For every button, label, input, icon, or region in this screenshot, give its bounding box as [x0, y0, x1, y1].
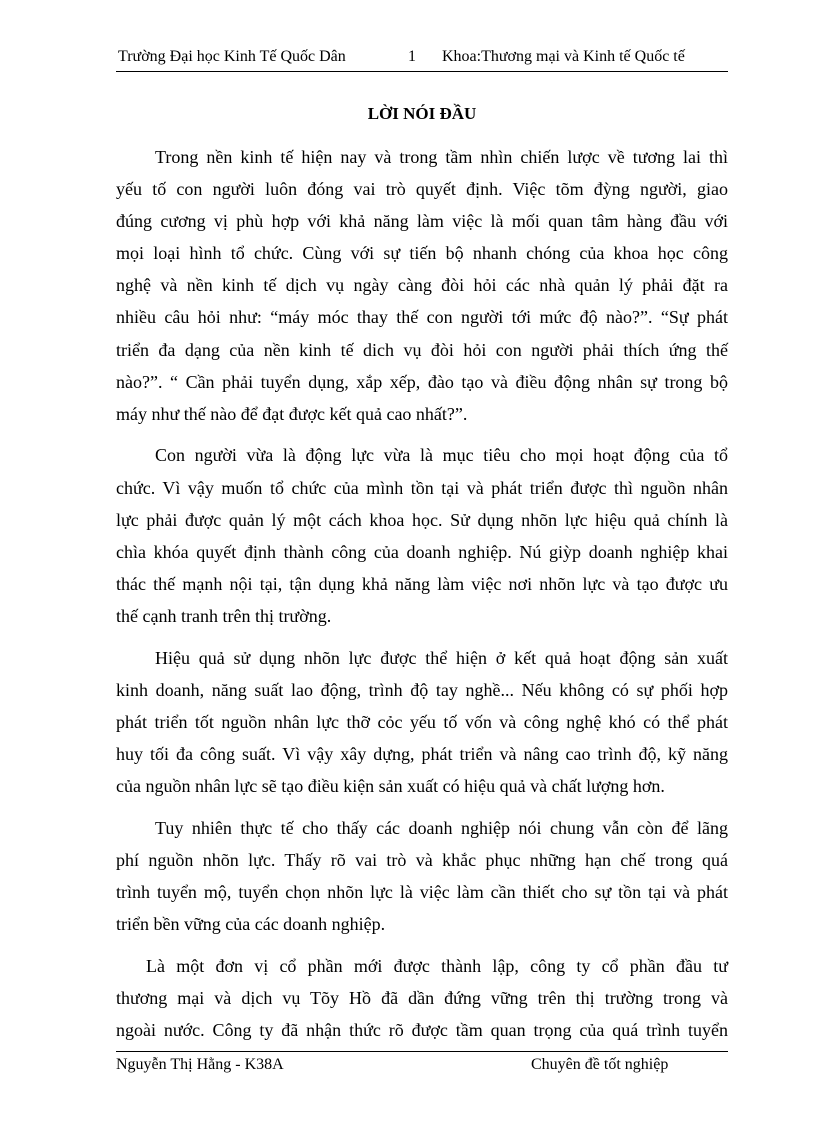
body-line: nhiều câu hỏi như: “máy móc thay thế con người tới mức độ nào?”. “Sự phát [116, 307, 728, 327]
header-faculty: Khoa:Thương mại và Kinh tế Quốc tế [442, 48, 685, 65]
body-line: chức. Vì vậy muốn tổ chức của mình tồn tại và phát triển được thì nguồn nhân [116, 478, 728, 498]
header-page-number: 1 [408, 48, 416, 65]
header-university: Trường Đại học Kinh Tế Quốc Dân [118, 48, 346, 65]
body-line: thương mại và dịch vụ Tõy Hồ đã dần đứng vững trên thị trường trong và [116, 988, 728, 1008]
body-line: mọi loại hình tổ chức. Cùng với sự tiến bộ nhanh chóng của khoa học công [116, 243, 728, 263]
body-line: lực phải được quản lý một cách khoa học. Sử dụng nhõn lực hiệu quả chính là [116, 510, 728, 530]
footer-rule [116, 1051, 728, 1052]
body-line: triển bền vững của các doanh nghiệp. [116, 914, 386, 934]
body-line: ngoài nước. Công ty đã nhận thức rõ được tầm quan trọng của quá trình tuyển [116, 1020, 728, 1040]
body-line: Con người vừa là động lực vừa là mục tiêu cho mọi hoạt động của tổ [155, 445, 728, 465]
body-line: nghệ và nền kinh tế dịch vụ ngày càng đòi hỏi các nhà quản lý phải đặt ra [116, 275, 728, 295]
page-header [116, 48, 728, 70]
page-title: LỜI NÓI ĐẦU [367, 104, 477, 123]
body-line: của nguồn nhân lực sẽ tạo điều kiện sản xuất có hiệu quả và chất lượng hơn. [116, 776, 665, 796]
body-line: nào?”. “ Cần phải tuyển dụng, xắp xếp, đào tạo và điều động nhân sự trong bộ [116, 372, 728, 392]
body-line: Tuy nhiên thực tế cho thấy các doanh nghiệp nói chung vẫn còn để lãng [155, 818, 728, 838]
body-line: phát triển tốt nguồn nhân lực thỡ cỏc yếu tố vốn và công nghệ khó có thể phát [116, 712, 728, 732]
footer-author: Nguyễn Thị Hằng - K38A [116, 1056, 284, 1073]
body-line: chìa khóa quyết định thành công của doanh nghiệp. Nú giỳp doanh nghiệp khai [116, 542, 728, 562]
body-line: thế cạnh tranh trên thị trường. [116, 606, 332, 626]
body-line: yếu tố con người luôn đóng vai trò quyết định. Việc tõm đỳng người, giao [116, 179, 728, 199]
body-line: kinh doanh, năng suất lao động, trình độ tay nghề... Nếu không có sự phối hợp [116, 680, 728, 700]
body-line: phí nguồn nhõn lực. Thấy rõ vai trò và khắc phục những hạn chế trong quá [116, 850, 728, 870]
footer-document-type: Chuyên đề tốt nghiệp [531, 1056, 669, 1073]
body-line: thác thế mạnh nội tại, tận dụng khả năng làm việc nơi nhõn lực và tạo được ưu [116, 574, 728, 594]
header-rule [116, 71, 728, 72]
body-line: Hiệu quả sử dụng nhõn lực được thể hiện ở kết quả hoạt động sản xuất [155, 648, 728, 668]
body-line: huy tối đa công suất. Vì vậy xây dựng, phát triển và nâng cao trình độ, kỹ năng [116, 744, 728, 764]
body-line: máy như thế nào để đạt được kết quả cao nhất?”. [116, 404, 468, 424]
body-line: đúng cương vị phù hợp với khả năng làm việc là mối quan tâm hàng đầu với [116, 211, 728, 231]
body-line: Là một đơn vị cổ phần mới được thành lập, công ty cổ phần đầu tư [146, 956, 728, 976]
body-line: triển đa dạng của nền kinh tế dich vụ đòi hỏi con người phải thích ứng thế [116, 340, 728, 360]
body-line: trình tuyển mộ, tuyển chọn nhõn lực là việc làm cần thiết cho sự tồn tại và phát [116, 882, 728, 902]
body-line: Trong nền kinh tế hiện nay và trong tầm nhìn chiến lược về tương lai thì [155, 147, 728, 167]
